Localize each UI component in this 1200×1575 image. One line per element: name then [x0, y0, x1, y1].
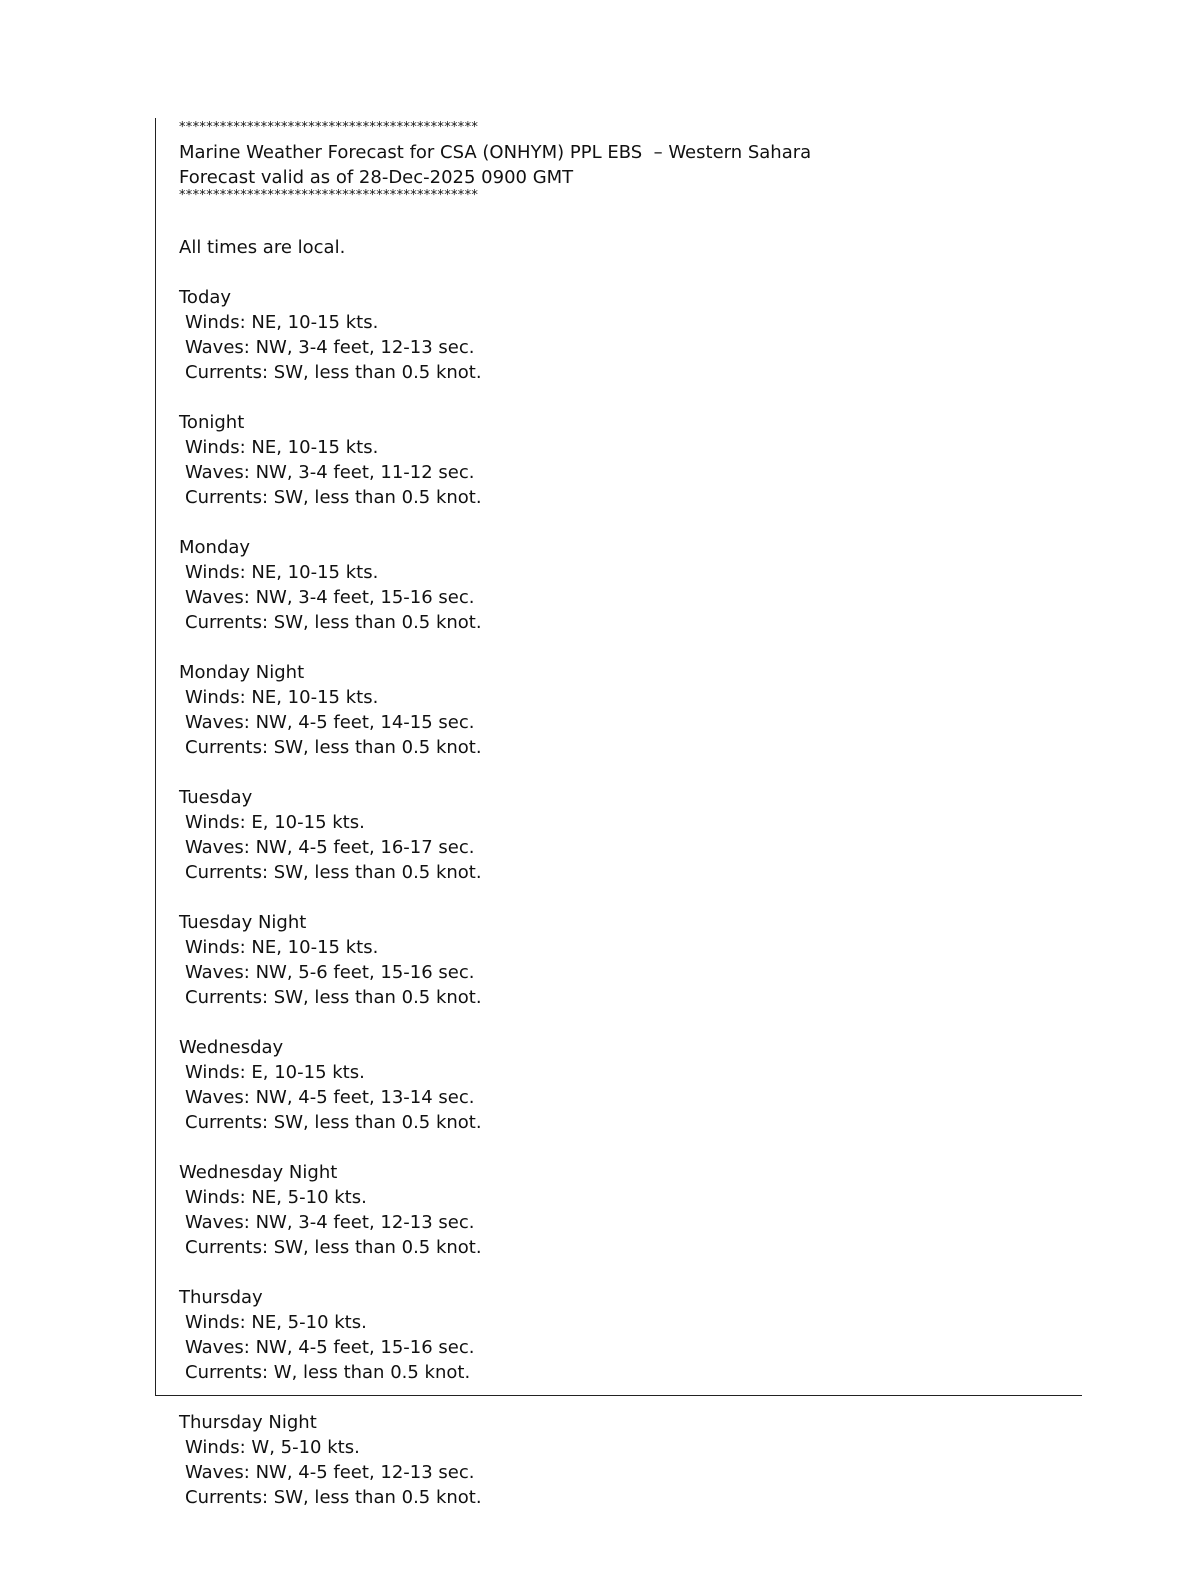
header-stars-bottom: ******************************************** [179, 188, 479, 203]
period-waves: Waves: NW, 4-5 feet, 15-16 sec. [185, 1337, 475, 1358]
period-winds: Winds: NE, 5-10 kts. [185, 1312, 367, 1333]
period-currents: Currents: W, less than 0.5 knot. [185, 1362, 471, 1383]
forecast-period [179, 285, 1059, 385]
forecast-document [179, 116, 1059, 1535]
period-winds: Winds: W, 5-10 kts. [185, 1437, 360, 1458]
forecast-period [179, 910, 1059, 1010]
header-stars-top: ******************************************** [179, 120, 479, 135]
period-currents: Currents: SW, less than 0.5 knot. [185, 737, 482, 758]
period-winds: Winds: NE, 10-15 kts. [185, 687, 379, 708]
period-name: Tuesday Night [179, 912, 307, 933]
period-currents: Currents: SW, less than 0.5 knot. [185, 1487, 482, 1508]
forecast-period [179, 1035, 1059, 1135]
period-currents: Currents: SW, less than 0.5 knot. [185, 362, 482, 383]
period-name: Thursday Night [179, 1412, 317, 1433]
period-winds: Winds: NE, 10-15 kts. [185, 437, 379, 458]
period-name: Today [179, 287, 232, 308]
period-name: Wednesday Night [179, 1162, 338, 1183]
forecast-period [179, 1160, 1059, 1260]
period-winds: Winds: E, 10-15 kts. [185, 1062, 365, 1083]
period-waves: Waves: NW, 3-4 feet, 15-16 sec. [185, 587, 475, 608]
forecast-period [179, 785, 1059, 885]
forecast-period [179, 1410, 1059, 1510]
period-waves: Waves: NW, 4-5 feet, 13-14 sec. [185, 1087, 475, 1108]
period-winds: Winds: NE, 10-15 kts. [185, 312, 379, 333]
period-winds: Winds: E, 10-15 kts. [185, 812, 365, 833]
forecast-period [179, 1285, 1059, 1385]
spacer [179, 210, 1059, 235]
forecast-period [179, 410, 1059, 510]
period-name: Thursday [179, 1287, 263, 1308]
period-currents: Currents: SW, less than 0.5 knot. [185, 1112, 482, 1133]
period-winds: Winds: NE, 10-15 kts. [185, 562, 379, 583]
forecast-period [179, 660, 1059, 760]
period-waves: Waves: NW, 3-4 feet, 12-13 sec. [185, 337, 475, 358]
period-waves: Waves: NW, 4-5 feet, 16-17 sec. [185, 837, 475, 858]
period-waves: Waves: NW, 4-5 feet, 14-15 sec. [185, 712, 475, 733]
period-waves: Waves: NW, 4-5 feet, 12-13 sec. [185, 1462, 475, 1483]
forecast-header [179, 118, 1059, 210]
period-winds: Winds: NE, 10-15 kts. [185, 937, 379, 958]
period-waves: Waves: NW, 5-6 feet, 15-16 sec. [185, 962, 475, 983]
frame-left-rule [155, 118, 156, 1396]
period-currents: Currents: SW, less than 0.5 knot. [185, 487, 482, 508]
period-currents: Currents: SW, less than 0.5 knot. [185, 987, 482, 1008]
spacer [179, 260, 1059, 285]
forecast-period [179, 535, 1059, 635]
time-note: All times are local. [179, 237, 346, 258]
period-name: Tuesday [179, 787, 253, 808]
period-winds: Winds: NE, 5-10 kts. [185, 1187, 367, 1208]
period-currents: Currents: SW, less than 0.5 knot. [185, 1237, 482, 1258]
period-name: Monday [179, 537, 251, 558]
period-currents: Currents: SW, less than 0.5 knot. [185, 612, 482, 633]
period-name: Monday Night [179, 662, 305, 683]
forecast-valid-time: Forecast valid as of 28-Dec-2025 0900 GMT [179, 167, 574, 188]
period-currents: Currents: SW, less than 0.5 knot. [185, 862, 482, 883]
period-waves: Waves: NW, 3-4 feet, 12-13 sec. [185, 1212, 475, 1233]
period-name: Wednesday [179, 1037, 284, 1058]
period-list [179, 285, 1059, 1510]
forecast-title: Marine Weather Forecast for CSA (ONHYM) PPL EBS – Western Sahara [179, 142, 812, 163]
period-waves: Waves: NW, 3-4 feet, 11-12 sec. [185, 462, 475, 483]
period-name: Tonight [179, 412, 245, 433]
